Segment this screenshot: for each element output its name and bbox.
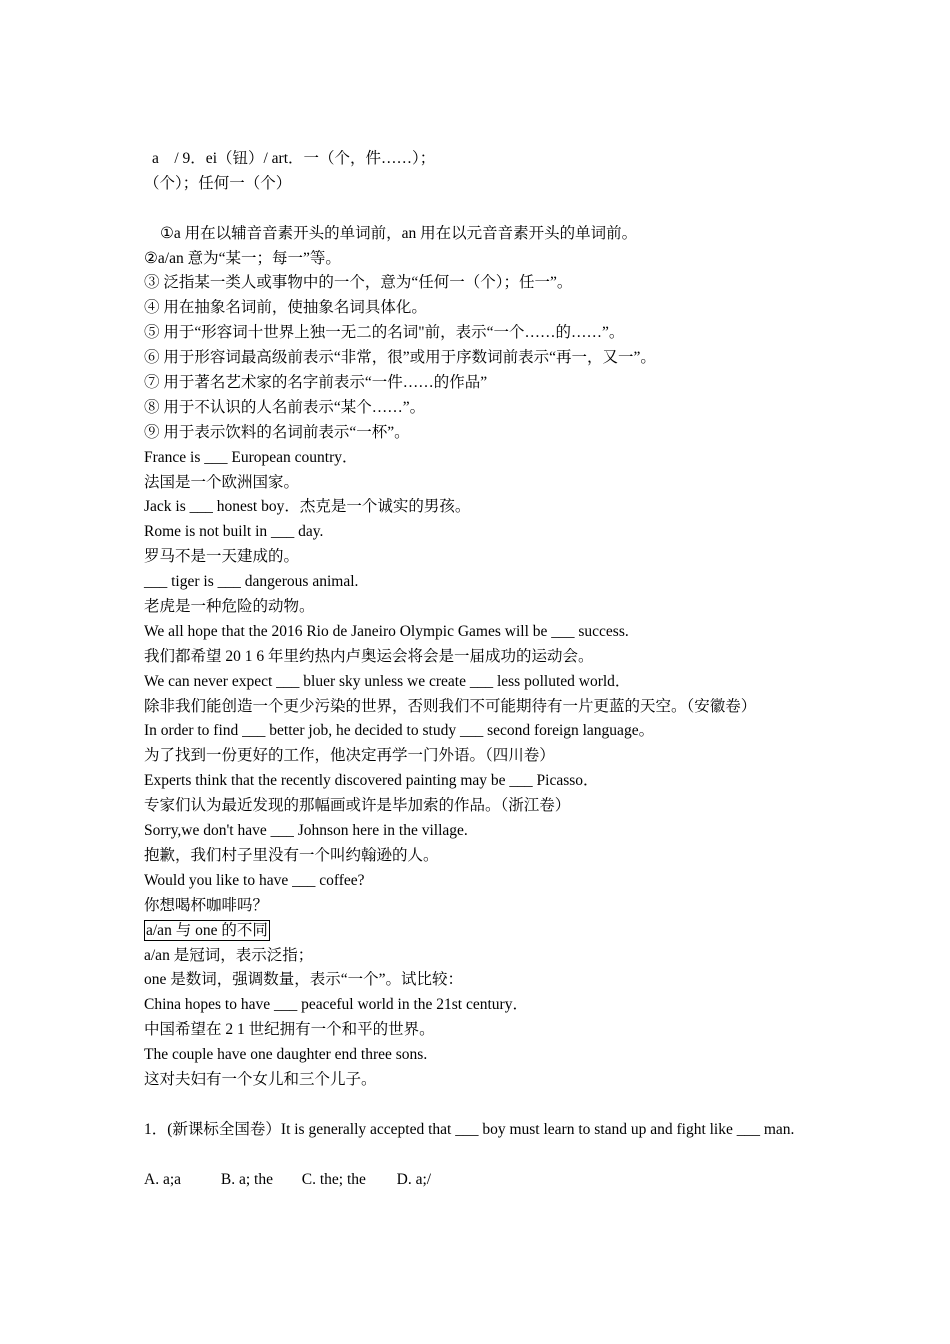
entry-header-line: （个）；任何一（个） — [144, 174, 292, 192]
compare-line: China hopes to have ___ peaceful world in the 21st century． — [144, 996, 528, 1014]
example-line: ___ tiger is ___ dangerous animal. — [144, 573, 359, 591]
example-line: Sorry,we don't have ___ Johnson here in the village. — [144, 822, 468, 840]
example-line: Jack is ___ honest boy．杰克是一个诚实的男孩。 — [144, 498, 471, 516]
compare-line: one 是数词，强调数量，表示“一个”。试比较： — [144, 971, 464, 989]
example-line: 老虎是一种危险的动物。 — [144, 598, 315, 616]
example-line: 专家们认为最近发现的那幅画或许是毕加索的作品。（浙江卷） — [144, 797, 571, 815]
example-line: We all hope that the 2016 Rio de Janeiro Olympic Games will be ___ success. — [144, 622, 629, 640]
question-stem: 1．(新课标全国卷）It is generally accepted that ___ boy must learn to stand up and fight like ___ man. — [144, 1120, 795, 1138]
option-b: B. a; the — [220, 1170, 273, 1188]
example-line: Rome is not built in ___ day. — [144, 523, 324, 541]
usage-item: ④ 用在抽象名词前，使抽象名词具体化。 — [144, 299, 427, 317]
usage-item: ②a/an 意为“某一；每一”等。 — [144, 249, 341, 267]
option-a: A. a;a — [144, 1170, 182, 1188]
usage-item: ①a 用在以辅音音素开头的单词前，an 用在以元音音素开头的单词前。 — [160, 224, 638, 242]
question-options — [144, 1168, 824, 1193]
example-line: 我们都希望 20 1 6 年里约热内卢奥运会将会是一届成功的运动会。 — [144, 647, 594, 665]
option-d: D. a;/ — [396, 1170, 432, 1188]
spacer — [144, 1143, 824, 1168]
example-line: Would you like to have ___ coffee? — [144, 871, 365, 889]
example-line: 为了找到一份更好的工作，他决定再学一门外语。（四川卷） — [144, 747, 555, 765]
compare-line: a/an 是冠词，表示泛指； — [144, 946, 314, 964]
usage-item: ③ 泛指某一类人或事物中的一个，意为“任何一（个）；任一”。 — [144, 274, 573, 292]
example-line: 除非我们能创造一个更少污染的世界，否则我们不可能期待有一片更蓝的天空。（安徽卷） — [144, 697, 757, 715]
compare-heading-row — [144, 919, 824, 944]
example-line: France is ___ European country． — [144, 448, 358, 466]
usage-item: ⑤ 用于“形容词十世界上独一无二的名词"前，表示“一个……的……”。 — [144, 324, 625, 342]
example-line: Experts think that the recently discovered painting may be ___ Picasso． — [144, 772, 599, 790]
compare-line: The couple have one daughter end three sons. — [144, 1046, 428, 1064]
compare-line: 这对夫妇有一个女儿和三个儿子。 — [144, 1070, 377, 1088]
compare-heading: a/an 与 one 的不同 — [146, 921, 268, 939]
spacer — [144, 197, 824, 222]
spacer — [144, 1093, 824, 1118]
example-line: We can never expect ___ bluer sky unless we create ___ less polluted world． — [144, 672, 631, 690]
compare-line: 中国希望在 2 1 世纪拥有一个和平的世界。 — [144, 1021, 435, 1039]
option-c: C. the; the — [301, 1170, 366, 1188]
usage-item: ⑦ 用于著名艺术家的名字前表示“一件……的作品” — [144, 374, 488, 392]
example-line: 你想喝杯咖啡吗？ — [144, 896, 269, 914]
example-line: 法国是一个欧洲国家。 — [144, 473, 300, 491]
example-line: 罗马不是一天建成的。 — [144, 548, 300, 566]
example-line: 抱歉，我们村子里没有一个叫约翰逊的人。 — [144, 846, 439, 864]
document-body — [144, 147, 824, 1192]
usage-item: ⑥ 用于形容词最高级前表示“非常，很”或用于序数词前表示“再一，又一”。 — [144, 349, 656, 367]
usage-item: ⑧ 用于不认识的人名前表示“某个……”。 — [144, 398, 426, 416]
entry-header-line: a / 9．ei（钮）/ art．一（个，件……）； — [152, 150, 436, 167]
usage-item: ⑨ 用于表示饮料的名词前表示“一杯”。 — [144, 423, 410, 441]
example-line: In order to find ___ better job, he decided to study ___ second foreign language。 — [144, 722, 655, 740]
